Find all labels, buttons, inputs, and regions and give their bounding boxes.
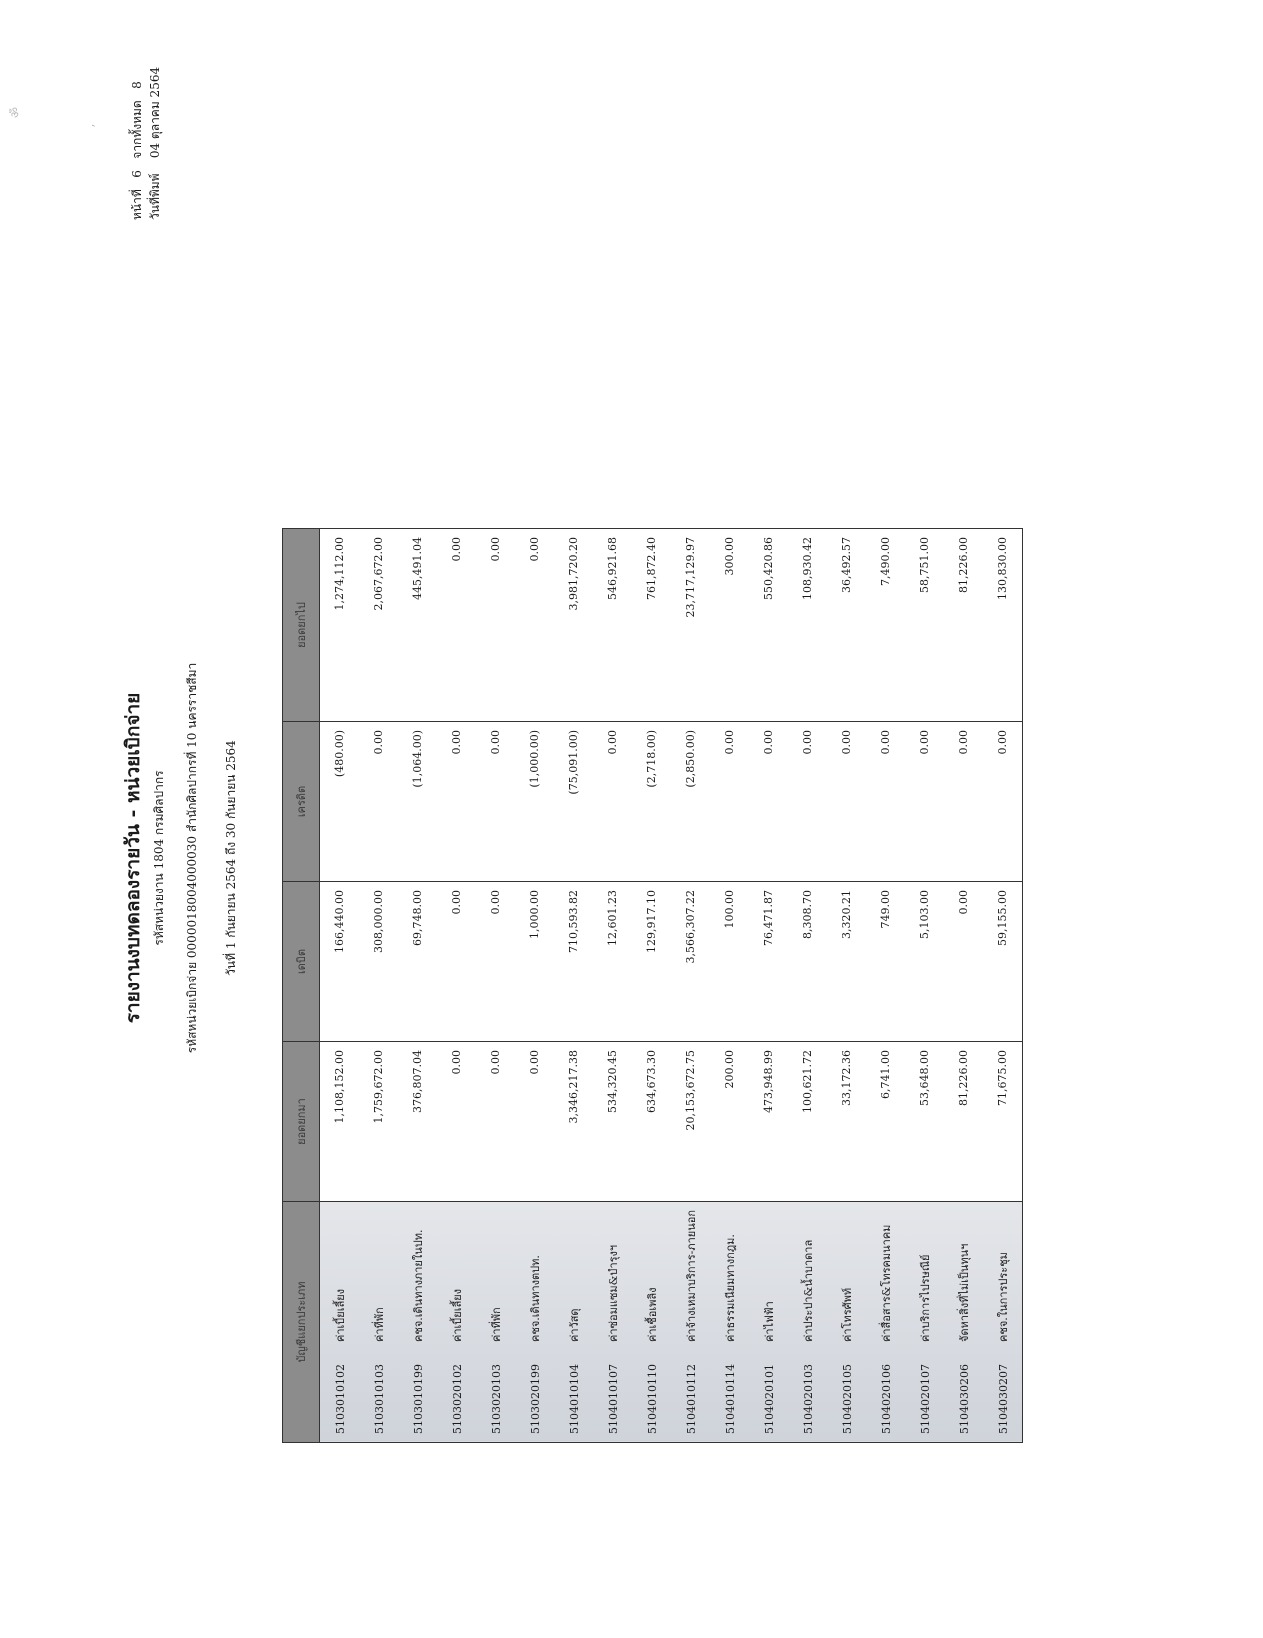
- account-name: ค่าเบี้ยเลี้ยง: [333, 1288, 347, 1342]
- cell-carried-forward: 58,751.00: [905, 529, 944, 722]
- table-header-row: [283, 529, 320, 1443]
- account-code: 5103010103: [372, 1364, 386, 1434]
- cell-carried-forward: 36,492.57: [827, 529, 866, 722]
- account-code: 5103010102: [333, 1364, 347, 1434]
- account-name: ค่าไฟฟ้า: [762, 1301, 776, 1342]
- cell-account: [437, 1202, 476, 1443]
- report-title: รายงานงบทดลองรายวัน - หน่วยเบิกจ่าย: [122, 692, 144, 1024]
- cell-credit: (1,000.00): [515, 722, 554, 882]
- column-header-brought-forward: ยอดยกมา: [283, 1042, 320, 1202]
- table-row: [632, 529, 671, 1443]
- cell-brought-forward: 200.00: [710, 1042, 749, 1202]
- cell-carried-forward: 300.00: [710, 529, 749, 722]
- cell-credit: 0.00: [788, 722, 827, 882]
- cell-debit: 0.00: [476, 882, 515, 1042]
- account-name: ค่าที่พัก: [372, 1307, 386, 1342]
- report-period: วันที่ 1 กันยายน 2564 ถึง 30 กันยายน 2564: [224, 740, 238, 976]
- cell-account: [983, 1202, 1023, 1443]
- cell-debit: 0.00: [437, 882, 476, 1042]
- cell-account: [398, 1202, 437, 1443]
- account-name: ค่าวัสดุ: [567, 1308, 581, 1342]
- account-code: 5104030207: [996, 1364, 1010, 1434]
- cell-brought-forward: 0.00: [437, 1042, 476, 1202]
- print-date: วันที่พิมพ์ 04 ตุลาคม 2564: [148, 66, 162, 220]
- account-code: 5103020103: [489, 1364, 503, 1434]
- cell-credit: 0.00: [944, 722, 983, 882]
- cell-brought-forward: 6,741.00: [866, 1042, 905, 1202]
- cell-debit: 308,000.00: [359, 882, 398, 1042]
- report-subtitle: รหัสหน่วยงาน 1804 กรมศิลปากร: [152, 770, 166, 946]
- cell-account: [710, 1202, 749, 1443]
- cell-credit: 0.00: [593, 722, 632, 882]
- disbursing-unit: รหัสหน่วยเบิกจ่าย 0000018004000030 สำนักศิลปากรที่ 10 นครราชสีมา: [185, 662, 199, 1054]
- cell-credit: 0.00: [866, 722, 905, 882]
- cell-account: [476, 1202, 515, 1443]
- cell-account: [320, 1202, 360, 1443]
- cell-brought-forward: 473,948.99: [749, 1042, 788, 1202]
- cell-debit: 3,566,307.22: [671, 882, 710, 1042]
- scan-mark: ॐ: [8, 107, 22, 118]
- table-row: [983, 529, 1023, 1443]
- cell-brought-forward: 634,673.30: [632, 1042, 671, 1202]
- cell-debit: 129,917.10: [632, 882, 671, 1042]
- cell-credit: 0.00: [905, 722, 944, 882]
- cell-debit: 166,440.00: [320, 882, 360, 1042]
- cell-brought-forward: 1,108,152.00: [320, 1042, 360, 1202]
- account-name: ค่าธรรมเนียมทางกฎม.: [723, 1234, 737, 1342]
- cell-debit: 3,320.21: [827, 882, 866, 1042]
- account-code: 5104020103: [801, 1364, 815, 1434]
- cell-credit: 0.00: [359, 722, 398, 882]
- cell-credit: (75,091.00): [554, 722, 593, 882]
- cell-carried-forward: 546,921.68: [593, 529, 632, 722]
- cell-brought-forward: 0.00: [515, 1042, 554, 1202]
- account-name: คชจ.ในการประชุม: [996, 1252, 1010, 1342]
- cell-brought-forward: 53,648.00: [905, 1042, 944, 1202]
- table-row: [905, 529, 944, 1443]
- account-name: คชจ.เดินทางภายในปท.: [411, 1229, 425, 1342]
- table-row: [515, 529, 554, 1443]
- table-row: [749, 529, 788, 1443]
- cell-credit: 0.00: [710, 722, 749, 882]
- cell-carried-forward: 2,067,672.00: [359, 529, 398, 722]
- table-row: [827, 529, 866, 1443]
- cell-account: [749, 1202, 788, 1443]
- cell-debit: 749.00: [866, 882, 905, 1042]
- cell-carried-forward: 108,930.42: [788, 529, 827, 722]
- account-code: 5104010114: [723, 1364, 737, 1434]
- cell-carried-forward: 81,226.00: [944, 529, 983, 722]
- column-header-debit: เดบิต: [283, 882, 320, 1042]
- cell-credit: (2,850.00): [671, 722, 710, 882]
- column-header-account: บัญชีแยกประเภท: [283, 1202, 320, 1443]
- cell-debit: 710,593.82: [554, 882, 593, 1042]
- cell-carried-forward: 445,491.04: [398, 529, 437, 722]
- cell-brought-forward: 100,621.72: [788, 1042, 827, 1202]
- cell-debit: 1,000.00: [515, 882, 554, 1042]
- cell-brought-forward: 81,226.00: [944, 1042, 983, 1202]
- cell-carried-forward: 0.00: [437, 529, 476, 722]
- cell-brought-forward: 0.00: [476, 1042, 515, 1202]
- cell-account: [593, 1202, 632, 1443]
- cell-account: [788, 1202, 827, 1443]
- account-name: คชจ.เดินทางตปท.: [528, 1255, 542, 1342]
- account-name: ค่าเชื้อเพลิง: [645, 1287, 659, 1342]
- table-row: [437, 529, 476, 1443]
- cell-brought-forward: 71,675.00: [983, 1042, 1023, 1202]
- account-name: ค่าซ่อมแซม&บำรุงฯ: [606, 1244, 620, 1342]
- cell-credit: 0.00: [749, 722, 788, 882]
- account-code: 5104020106: [879, 1364, 893, 1434]
- account-name: จัดหาสิ่งที่ไม่เป็นทุนฯ: [957, 1243, 971, 1342]
- account-code: 5103020199: [528, 1364, 542, 1434]
- cell-account: [827, 1202, 866, 1443]
- cell-debit: 100.00: [710, 882, 749, 1042]
- account-name: ค่าโทรศัพท์: [840, 1287, 854, 1342]
- cell-credit: 0.00: [827, 722, 866, 882]
- cell-credit: 0.00: [437, 722, 476, 882]
- account-name: ค่าบริการไปรษณีย์: [918, 1254, 932, 1342]
- cell-carried-forward: 550,420.86: [749, 529, 788, 722]
- account-name: ค่าที่พัก: [489, 1307, 503, 1342]
- cell-debit: 12,601.23: [593, 882, 632, 1042]
- cell-account: [905, 1202, 944, 1443]
- cell-account: [866, 1202, 905, 1443]
- table-row: [320, 529, 360, 1443]
- account-code: 5104010107: [606, 1364, 620, 1434]
- account-code: 5104010110: [645, 1364, 659, 1434]
- account-code: 5104020101: [762, 1364, 776, 1434]
- cell-brought-forward: 33,172.36: [827, 1042, 866, 1202]
- scan-mark: ʼ: [90, 124, 104, 128]
- table-row: [359, 529, 398, 1443]
- table-row: [671, 529, 710, 1443]
- cell-debit: 76,471.87: [749, 882, 788, 1042]
- cell-carried-forward: 0.00: [515, 529, 554, 722]
- cell-carried-forward: 0.00: [476, 529, 515, 722]
- account-name: ค่าสื่อสาร&โทรคมนาคม: [879, 1224, 893, 1342]
- account-name: ค่าเบี้ยเลี้ยง: [450, 1288, 464, 1342]
- cell-account: [359, 1202, 398, 1443]
- cell-carried-forward: 130,830.00: [983, 529, 1023, 722]
- cell-debit: 59,155.00: [983, 882, 1023, 1042]
- account-code: 5104020107: [918, 1364, 932, 1434]
- account-code: 5103010199: [411, 1364, 425, 1434]
- cell-credit: (2,718.00): [632, 722, 671, 882]
- column-header-credit: เครดิต: [283, 722, 320, 882]
- cell-account: [515, 1202, 554, 1443]
- cell-brought-forward: 3,346,217.38: [554, 1042, 593, 1202]
- page-number: หน้าที่ 6 จากทั้งหมด 8: [130, 81, 144, 220]
- cell-carried-forward: 3,981,720.20: [554, 529, 593, 722]
- cell-brought-forward: 1,759,672.00: [359, 1042, 398, 1202]
- table-row: [476, 529, 515, 1443]
- cell-credit: 0.00: [983, 722, 1023, 882]
- cell-debit: 8,308.70: [788, 882, 827, 1042]
- cell-brought-forward: 20,153,672.75: [671, 1042, 710, 1202]
- account-name: ค่าประปา&น้ำบาดาล: [801, 1239, 815, 1342]
- table-row: [398, 529, 437, 1443]
- table-row: [944, 529, 983, 1443]
- cell-carried-forward: 1,274,112.00: [320, 529, 360, 722]
- account-code: 5103020102: [450, 1364, 464, 1434]
- cell-debit: 5,103.00: [905, 882, 944, 1042]
- column-header-carried-forward: ยอดยกไป: [283, 529, 320, 722]
- trial-balance-table: [282, 528, 1023, 1443]
- cell-carried-forward: 7,490.00: [866, 529, 905, 722]
- account-code: 5104010104: [567, 1364, 581, 1434]
- table-row: [593, 529, 632, 1443]
- table-row: [866, 529, 905, 1443]
- cell-carried-forward: 761,872.40: [632, 529, 671, 722]
- account-code: 5104030206: [957, 1364, 971, 1434]
- table-row: [554, 529, 593, 1443]
- cell-credit: (480.00): [320, 722, 360, 882]
- cell-debit: 69,748.00: [398, 882, 437, 1042]
- table-row: [788, 529, 827, 1443]
- cell-account: [632, 1202, 671, 1443]
- cell-brought-forward: 534,320.45: [593, 1042, 632, 1202]
- account-name: ค่าจ้างเหมาบริการ-ภายนอก: [684, 1210, 698, 1342]
- account-code: 5104020105: [840, 1364, 854, 1434]
- cell-account: [944, 1202, 983, 1443]
- cell-account: [671, 1202, 710, 1443]
- cell-debit: 0.00: [944, 882, 983, 1042]
- cell-credit: (1,064.00): [398, 722, 437, 882]
- account-code: 5104010112: [684, 1364, 698, 1434]
- cell-carried-forward: 23,717,129.97: [671, 529, 710, 722]
- cell-credit: 0.00: [476, 722, 515, 882]
- table-row: [710, 529, 749, 1443]
- cell-account: [554, 1202, 593, 1443]
- cell-brought-forward: 376,807.04: [398, 1042, 437, 1202]
